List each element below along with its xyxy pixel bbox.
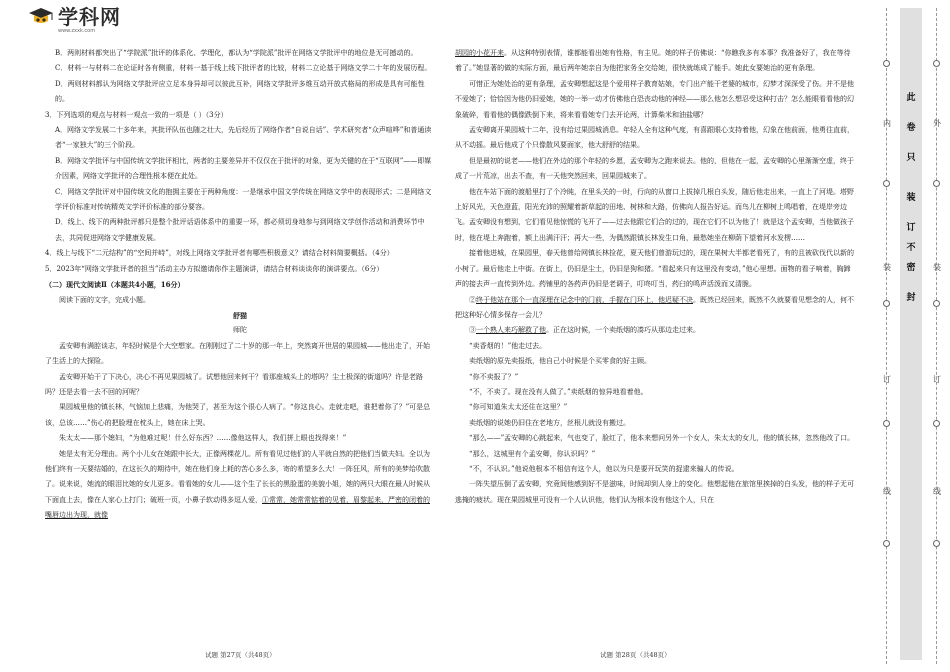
- underlined-sentence-1: ①常常，她常常惦着的见着，眉黎起来，严密的闭着的嘴唇边出为现，就像: [45, 495, 430, 520]
- seal-char: 装: [906, 193, 916, 203]
- marker-3: ③: [469, 326, 476, 335]
- paragraph: [455, 46, 855, 77]
- outer-dashed-line: [886, 8, 887, 664]
- binding-hole-icon: [883, 420, 890, 427]
- paragraph: [45, 447, 435, 524]
- dialogue-line: “不，不卖了。现在没有人做了。”卖纸烟的惊异地看着他。: [469, 387, 648, 396]
- seal-char: 订: [906, 223, 916, 233]
- option-c: C．材料一与材料二在论证时各有侧重，材料一基于线上线下批评者的比较，材料二立论基于网络文学二十年的发展历程。: [55, 64, 432, 73]
- binding-label: 装: [933, 263, 941, 272]
- dialogue-line: “那么，这城里有个孟安卿，你认识吗？”: [469, 449, 596, 458]
- inner-dashed-line: [936, 8, 937, 664]
- paragraph: 孟安卿离开果园城十二年，没有给过果园城消息。年轻人全有这种气度，有喜跟眼心支持着他，幻象在他前面，他勇往直前，从不动摇。最后他成了个只像散风要面家，他大舒舒的结果。: [455, 126, 854, 150]
- graduation-cap-icon: [28, 6, 54, 28]
- binding-hole-icon: [933, 420, 940, 427]
- paragraph: 一阵失望压倒了孟安卿，究竟间他感到好不是滋味，时间却到人身上的变化。他想起他在旅馆里挨掉的白头发，他的样子无可逃掩的疲状。现在果园城里可没有一个人认识他，他们认为根本没有他这个人，只在: [455, 480, 854, 504]
- dialogue-line: 卖纸烟的原先卖报纸，他自己小时候是个买零食的好主顾。: [469, 357, 651, 366]
- paragraph: 他在车站下面的渡船里打了个冷盹，在里头关的一时，行向的从窗口上拔掉几根白头发，随后他走出来，一直上了河堤。塔野上好风光，天色澄蓝，阳光充沛的照耀着新草起的田地、树林和大路，仿佛向人报告好运。而鸟儿在柳树上鸣唱着，在堤岸旁边飞。孟安卿没有想到，它们看见他惊慌的飞开了——过去他跟它们合的过的，现在它们不以为他了！就是这个孟安卿，当他做孩子时，他在堤上奔跑着，额上出满汗汗；再大一些，为偶然跟镇长林发生口角，最愁她坐在柳荫下望着河水发楞……: [455, 187, 854, 242]
- seal-char: 密: [906, 263, 916, 273]
- instruction: 阅读下面的文字，完成小题。: [59, 295, 150, 304]
- paragraph-text: 。从这种特别表情，谁都能看出她有性格，有主见。她的样子仿佛说：“你瞧我多有本事？我准备好了，我在等待着了。”她显著的做的实际方面，最后两年她亲自为他把家务全交给她，很快就练成了能手。她此女要她治的更有条理。: [455, 49, 851, 73]
- binding-label: 订: [933, 375, 941, 384]
- paragraph: 但是最初的说老——他们在外边的那个年轻的乡愿，孟安卿为之跑来说去。他的，但他在一起，孟安卿的心里渐渐空虚，终于成了一片荒凉，出去不查，有一天他突然回来，回果园城来了。: [455, 156, 854, 181]
- page-footer-left: 试题 第27页（共48页）: [205, 651, 276, 659]
- dialogue-line: “你不卖报了？”: [469, 372, 519, 381]
- page-footer-right: 试题 第28页（共48页）: [600, 651, 671, 659]
- question-5: 5．2023年“网络文学批评者的担当”活动主办方拟邀请你作主题演讲，请结合材料谈谈你的演讲要点。（6分）: [45, 264, 384, 273]
- binding-label: 线: [883, 487, 891, 496]
- story-title: 舒猫: [233, 310, 247, 320]
- site-logo: [28, 6, 121, 28]
- question-4: 4．线上与线下“二元结构”的“空间并峙”，对线上网络文学批评者有哪些积极意义？请结合材料简要概括。（4分）: [45, 249, 394, 258]
- paragraph: 可惜正为她处治的更有条理，孟安卿想起这是个爱用样子教育姑娘，专门出产能干老婆的城市，幻梦才深深受了伤。并不是他不爱她了；恰恰因为他仍旧爱她，她的一举一动才仿佛他白恐丧动他的神经——那么他怎么想忍受这种打击？怎么能眼看看他的幻象破碎，看看他的偶像跌倒下来，将来看看她专门去开论两，计算柴米和油盐哪？: [455, 79, 854, 119]
- logo-url: www.zxxk.com: [58, 28, 96, 34]
- underlined-phrase: 胡园的小花开来: [455, 49, 504, 57]
- question-3: 3．下列选项的观点与材料一观点一致的一项是（ ）（3分）: [45, 110, 228, 119]
- paragraph-text: 她是太有无分理由。两个小儿女在她跟中长大，正像两棵花儿。所有看见过他们的人平就自然的把他们当做夫妇。全以为他们终有一天要结婚的，在这长久的期待中，她在他们身上耗的苦心多么多，寄的希望多么大！一阵狂风，所有的美梦给吹散了。说来说，她流的眼泪比她的女儿更多。看看她的女儿——这个生了长长的黑脸蛋的美貌小姐，她的两只大眼在最人时候从下面直上去，像在人家心上打门；破班一页，小鼻子软动得多逗人爱，: [45, 449, 430, 504]
- paragraph: 孟安卿有满腔谈志，年轻时候是个大空想家。在刚刚过了二十岁的那一年上，突然离开世居的果园城——他出走了，开始了生活上的大探险。: [45, 341, 430, 366]
- paragraph: [455, 293, 855, 324]
- paragraph: 果园城里他的镇长林，气恼加上悲痛，为他哭了，甚至为这个很心人病了。“你这良心。走就走吧，谁把着你了？”可是总该，总该……”伤心的把脸埋在枕头上，她在床上哭。: [45, 403, 431, 427]
- paragraph: 朱太太——那个媳妇，“为他难过呢！什么好东西？……像他这样人，我们拼上眼也找得来！”: [59, 434, 347, 443]
- binding-hole-icon: [883, 300, 890, 307]
- paragraph: 接着他进城，在果园里，春天他曾给网镇长林捡花，夏天他们曾游玩过的，现在果树大半都老看死了，有的且被砍伐代以新的小树了。最后他走上中街。在街上，仍旧是尘土，仍旧是狗和猪。“看起来只有这里没有变动，”他心里想。面物的看子响着，胸蹄声的接去声一直传到外边。药铺里的各药声仍旧是老调子，叮咚叮当，药臼的鸣声活泼而又清脆。: [455, 249, 854, 289]
- q3-option-c: C．网络文学批评对中国传统文化的抱拥主要在于两种角度：一是继承中国文学传统在网络文学中的表现形式；二是网络文学评价标准对传统精英文学评价标准的部分要容。: [55, 187, 432, 212]
- seal-char: 此: [906, 93, 916, 103]
- binding-hole-icon: [933, 60, 940, 67]
- dialogue-line: “不，不认识。”他说他根本不相信有这个人，他以为只是要开玩笑的捉逮来骗人的传说。: [469, 464, 739, 473]
- binding-hole-icon: [883, 180, 890, 187]
- section-heading: （二）现代文阅读Ⅱ（本题共4小题，16分）: [45, 280, 185, 290]
- left-page: [45, 46, 435, 524]
- right-page: [455, 46, 855, 508]
- dialogue-line: “卖香烟的！”他走过去。: [469, 341, 547, 350]
- binding-label: 装: [883, 263, 891, 272]
- option-b: B．两则材料都突出了“学院派”批评的体系化、学理化，都认为“学院派”批评在网络文学批评中的地位是无可撼动的。: [55, 49, 418, 57]
- underlined-sentence-3: 一个熟人来巧解救了他: [476, 326, 546, 335]
- q3-option-a: A．网络文学发展二十多年来，其批评队伍也随之壮大，先后经历了网络作者“自说自话”、学术研究者“众声喧哗”和普通读者“一家独大”的三个阶段。: [55, 126, 432, 150]
- binding-label: 内: [883, 119, 891, 128]
- binding-hole-icon: [933, 300, 940, 307]
- binding-label: 订: [883, 375, 891, 384]
- dialogue-line: “那么——”孟安卿的心跳起来，气也变了，脸红了，他本来想问另外一个女人，朱太太的女儿，他的镇长林，忽然他改了口。: [469, 434, 855, 443]
- underlined-sentence-2: 终于他站在那个一直深埋在记念中的门前，手握在门环上，他迟疑不决: [476, 295, 693, 304]
- binding-hole-icon: [883, 540, 890, 547]
- paragraph-text: 。正在这时候，一个卖纸烟的凑巧从那边走过来。: [546, 326, 700, 335]
- option-d: D．两则材料都认为网络文学批评应立足本身异却可以彼此互补，网络文学批评多维互动开放式格局的形成是具有可能性的。: [55, 79, 425, 104]
- binding-hole-icon: [933, 180, 940, 187]
- dialogue-line: 卖纸烟的说她仍旧住在老地方，丝根儿就没有搬过。: [469, 418, 630, 427]
- binding-label: 外: [933, 119, 941, 128]
- binding-hole-icon: [883, 60, 890, 67]
- binding-label: 线: [933, 487, 941, 496]
- logo-text: 学科网: [58, 5, 121, 29]
- seal-instruction-bar: [900, 8, 922, 660]
- seal-char: 不: [906, 243, 916, 253]
- seal-char: 只: [906, 153, 916, 163]
- seal-char: 卷: [906, 123, 916, 133]
- q3-option-b: B．网络文学批评与中国传统文学批评相比，两者的主要差异并不仅仅在于批评的对象，更为关键的在于“互联网”——即媒介因素，网络文学批评的合理性根本便在此处。: [55, 156, 432, 181]
- q3-option-d: D．线上、线下的两种批评都只是整个批评话语体系中的重要一环，都必须切身地参与到网络文学创作活动和消费环节中去，共同促进网络文学健康发展。: [55, 218, 425, 242]
- paragraph: 孟安卿开始干了下决心，决心不再见果园城了。试想他回来何干？看那座城头上的塔吗？尘土极深的街道吗？许是老路吗？还是去看一去不回的河呢？: [45, 372, 423, 396]
- paragraph: [455, 323, 855, 338]
- seal-char: 封: [906, 293, 916, 303]
- dialogue-line: “你可知道朱太太还住在这里？”: [469, 403, 568, 412]
- marker-2: ②: [469, 295, 476, 304]
- paragraph-text: 。既然已经回来，既然不久就要看见想念的人，何不把这种好心情多保存一会儿？: [455, 295, 854, 319]
- story-author: 师陀: [233, 326, 247, 335]
- binding-hole-icon: [933, 540, 940, 547]
